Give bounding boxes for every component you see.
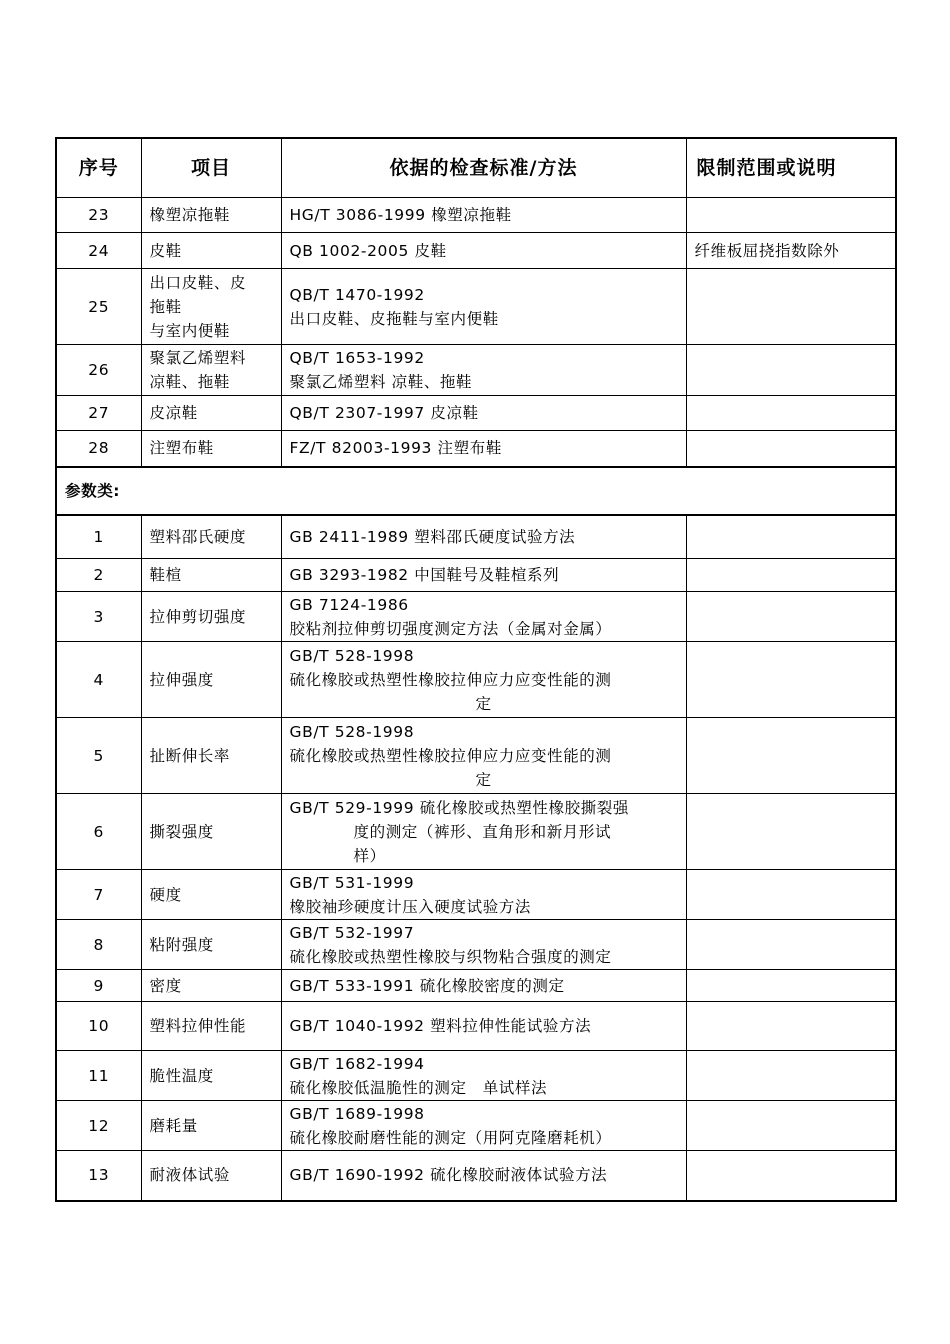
cell-standard xyxy=(281,269,686,345)
table-row xyxy=(56,396,896,431)
cell-item xyxy=(141,1101,281,1151)
standard-line: GB/T 1689-1998 xyxy=(289,1104,425,1123)
cell-serial-number: 3 xyxy=(56,592,141,642)
cell-note: 纤维板屈挠指数除外 xyxy=(686,233,896,269)
table-row xyxy=(56,1151,896,1201)
cell-item xyxy=(141,870,281,920)
standard-line: GB/T 1690-1992 硫化橡胶耐液体试验方法 xyxy=(289,1166,608,1185)
cell-serial-number: 23 xyxy=(56,198,141,233)
cell-serial-number: 10 xyxy=(56,1002,141,1051)
standard-line: GB/T 1682-1994 xyxy=(289,1054,425,1073)
cell-item xyxy=(141,233,281,269)
cell-standard xyxy=(281,1151,686,1201)
item-line: 密度 xyxy=(149,976,182,995)
table-row xyxy=(56,920,896,970)
standard-line: QB/T 1470-1992 xyxy=(289,285,425,304)
cell-item xyxy=(141,198,281,233)
cell-item xyxy=(141,1002,281,1051)
cell-serial-number: 25 xyxy=(56,269,141,345)
cell-standard xyxy=(281,198,686,233)
cell-item xyxy=(141,396,281,431)
cell-item xyxy=(141,920,281,970)
cell-standard xyxy=(281,345,686,396)
cell-item xyxy=(141,1051,281,1101)
cell-serial-number: 7 xyxy=(56,870,141,920)
cell-serial-number: 12 xyxy=(56,1101,141,1151)
standard-line: QB/T 2307-1997 皮凉鞋 xyxy=(289,404,479,422)
table-row xyxy=(56,1101,896,1151)
cell-standard xyxy=(281,642,686,718)
cell-item xyxy=(141,1151,281,1201)
cell-note xyxy=(686,970,896,1002)
item-line: 粘附强度 xyxy=(149,935,214,954)
item-line: 塑料邵氏硬度 xyxy=(149,527,247,546)
cell-note xyxy=(686,592,896,642)
item-line: 撕裂强度 xyxy=(149,822,214,841)
table-row xyxy=(56,1051,896,1101)
cell-note xyxy=(686,1101,896,1151)
cell-serial-number: 28 xyxy=(56,431,141,467)
standard-line: QB 1002-2005 皮鞋 xyxy=(289,241,447,260)
cell-standard xyxy=(281,970,686,1002)
standard-line: 胶粘剂拉伸剪切强度测定方法（金属对金属） xyxy=(289,619,612,638)
item-line: 鞋楦 xyxy=(149,566,182,584)
cell-serial-number: 5 xyxy=(56,718,141,794)
header-serial-number: 序号 xyxy=(56,138,141,198)
table-row xyxy=(56,559,896,592)
cell-serial-number: 6 xyxy=(56,794,141,870)
standard-line: 出口皮鞋、皮拖鞋与室内便鞋 xyxy=(289,309,499,328)
cell-note xyxy=(686,1051,896,1101)
table-row xyxy=(56,515,896,559)
cell-item xyxy=(141,592,281,642)
cell-standard xyxy=(281,1101,686,1151)
standard-line: GB/T 1040-1992 塑料拉伸性能试验方法 xyxy=(289,1017,592,1035)
table-row xyxy=(56,198,896,233)
standard-line: GB/T 533-1991 硫化橡胶密度的测定 xyxy=(289,976,565,995)
standard-line: GB/T 532-1997 xyxy=(289,923,415,942)
item-line: 聚氯乙烯塑料 xyxy=(149,349,247,367)
table-row xyxy=(56,970,896,1002)
parameter-rows xyxy=(56,515,896,1201)
standard-line: 硫化橡胶或热塑性橡胶拉伸应力应变性能的测 xyxy=(289,670,612,689)
table-row xyxy=(56,431,896,467)
cell-standard xyxy=(281,592,686,642)
standard-line: GB 3293-1982 中国鞋号及鞋楦系列 xyxy=(289,566,560,584)
table-row xyxy=(56,718,896,794)
cell-standard xyxy=(281,431,686,467)
item-line: 凉鞋、拖鞋 xyxy=(149,373,231,391)
cell-note xyxy=(686,794,896,870)
item-line: 拖鞋 xyxy=(149,297,182,316)
table-row xyxy=(56,870,896,920)
standard-line: 硫化橡胶低温脆性的测定 单试样法 xyxy=(289,1078,548,1097)
standard-line: FZ/T 82003-1993 注塑布鞋 xyxy=(289,439,502,458)
item-line: 塑料拉伸性能 xyxy=(149,1017,247,1035)
cell-standard xyxy=(281,794,686,870)
table-row xyxy=(56,794,896,870)
product-rows xyxy=(56,198,896,467)
cell-note xyxy=(686,1151,896,1201)
cell-standard xyxy=(281,559,686,592)
standard-line: QB/T 1653-1992 xyxy=(289,349,425,367)
cell-serial-number: 2 xyxy=(56,559,141,592)
cell-serial-number: 4 xyxy=(56,642,141,718)
section-title: 参数类: xyxy=(56,467,896,515)
standard-line: GB 2411-1989 塑料邵氏硬度试验方法 xyxy=(289,527,576,546)
item-line: 橡塑凉拖鞋 xyxy=(149,206,231,224)
standard-line: 硫化橡胶耐磨性能的测定（用阿克隆磨耗机） xyxy=(289,1128,612,1147)
table-row xyxy=(56,642,896,718)
cell-serial-number: 11 xyxy=(56,1051,141,1101)
cell-note xyxy=(686,1002,896,1051)
cell-standard xyxy=(281,718,686,794)
cell-serial-number: 8 xyxy=(56,920,141,970)
item-line: 扯断伸长率 xyxy=(149,746,231,765)
cell-note xyxy=(686,718,896,794)
cell-note xyxy=(686,920,896,970)
cell-standard xyxy=(281,515,686,559)
cell-note xyxy=(686,396,896,431)
cell-serial-number: 26 xyxy=(56,345,141,396)
standard-line: 度的测定（裤形、直角形和新月形试 xyxy=(353,822,612,841)
cell-serial-number: 1 xyxy=(56,515,141,559)
cell-item xyxy=(141,642,281,718)
standard-line: 硫化橡胶或热塑性橡胶与织物粘合强度的测定 xyxy=(289,947,612,966)
standard-line: GB/T 528-1998 xyxy=(289,646,415,665)
standard-line: GB/T 528-1998 xyxy=(289,722,415,741)
table-row xyxy=(56,269,896,345)
item-line: 硬度 xyxy=(149,885,182,904)
cell-item xyxy=(141,970,281,1002)
standard-line: 硫化橡胶或热塑性橡胶拉伸应力应变性能的测 xyxy=(289,746,612,765)
standard-line: HG/T 3086-1999 橡塑凉拖鞋 xyxy=(289,206,512,224)
cell-item xyxy=(141,559,281,592)
header-limit-note: 限制范围或说明 xyxy=(686,138,896,198)
cell-serial-number: 13 xyxy=(56,1151,141,1201)
cell-serial-number: 24 xyxy=(56,233,141,269)
item-line: 拉伸剪切强度 xyxy=(149,607,247,626)
cell-standard xyxy=(281,1002,686,1051)
section-parameters xyxy=(56,467,896,515)
cell-note xyxy=(686,198,896,233)
cell-standard xyxy=(281,1051,686,1101)
standard-line: GB/T 529-1999 硫化橡胶或热塑性橡胶撕裂强 xyxy=(289,798,630,817)
item-line: 与室内便鞋 xyxy=(149,321,231,340)
cell-item xyxy=(141,269,281,345)
table-row xyxy=(56,345,896,396)
cell-note xyxy=(686,559,896,592)
cell-note xyxy=(686,870,896,920)
table-row xyxy=(56,233,896,269)
table-row xyxy=(56,1002,896,1051)
standard-line: GB 7124-1986 xyxy=(289,595,409,614)
cell-serial-number: 9 xyxy=(56,970,141,1002)
standard-line: 定 xyxy=(475,770,492,789)
item-line: 耐液体试验 xyxy=(149,1166,231,1185)
standard-line: 橡胶袖珍硬度计压入硬度试验方法 xyxy=(289,897,532,916)
cell-item xyxy=(141,794,281,870)
cell-standard xyxy=(281,870,686,920)
item-line: 注塑布鞋 xyxy=(149,439,214,458)
item-line: 磨耗量 xyxy=(149,1116,198,1135)
item-line: 拉伸强度 xyxy=(149,670,214,689)
header-item: 项目 xyxy=(141,138,281,198)
cell-item xyxy=(141,515,281,559)
item-line: 皮鞋 xyxy=(149,241,182,260)
cell-standard xyxy=(281,233,686,269)
table-header-row xyxy=(56,138,896,198)
cell-item xyxy=(141,718,281,794)
item-line: 皮凉鞋 xyxy=(149,404,198,422)
standard-line: GB/T 531-1999 xyxy=(289,873,415,892)
section-row xyxy=(56,467,896,515)
standards-table xyxy=(55,137,897,1202)
cell-note xyxy=(686,515,896,559)
standard-line: 聚氯乙烯塑料 凉鞋、拖鞋 xyxy=(289,373,473,391)
standard-line: 样） xyxy=(353,846,386,865)
cell-item xyxy=(141,431,281,467)
cell-note xyxy=(686,269,896,345)
cell-serial-number: 27 xyxy=(56,396,141,431)
cell-note xyxy=(686,345,896,396)
cell-standard xyxy=(281,396,686,431)
cell-standard xyxy=(281,920,686,970)
item-line: 脆性温度 xyxy=(149,1066,214,1085)
header-standard-method: 依据的检查标准/方法 xyxy=(281,138,686,198)
cell-item xyxy=(141,345,281,396)
cell-note xyxy=(686,431,896,467)
table-row xyxy=(56,592,896,642)
cell-note xyxy=(686,642,896,718)
standard-line: 定 xyxy=(475,694,492,713)
item-line: 出口皮鞋、皮 xyxy=(149,273,247,292)
